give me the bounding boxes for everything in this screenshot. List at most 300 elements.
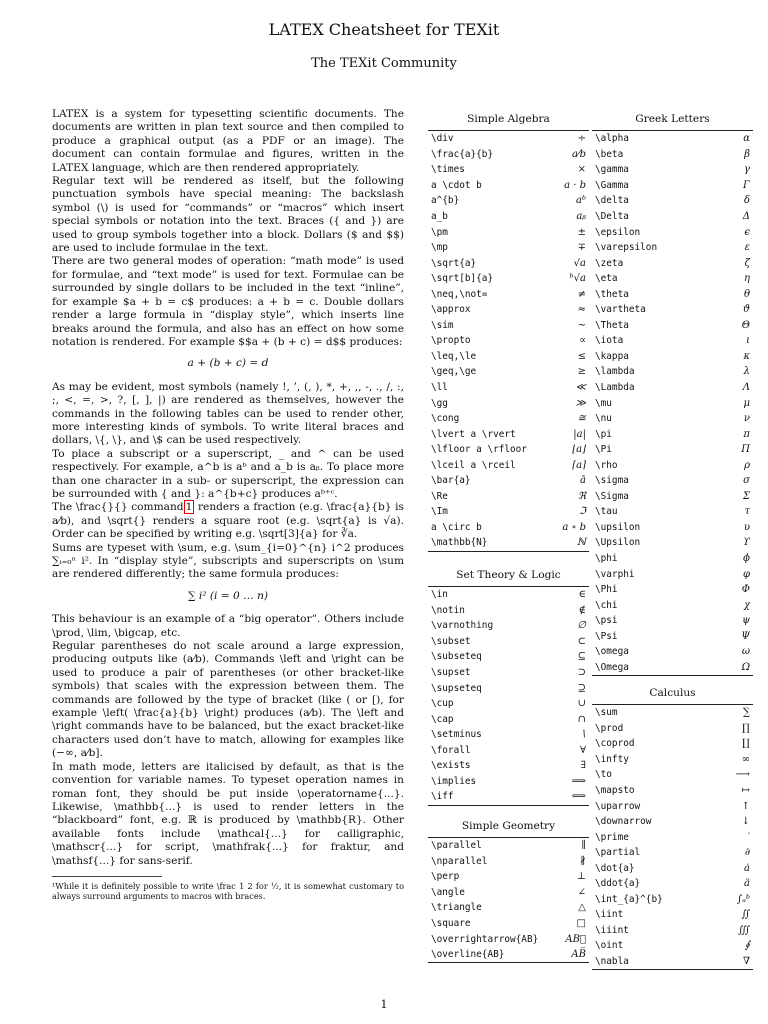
latex-command: \subseteq xyxy=(431,651,482,663)
latex-command: \alpha xyxy=(595,133,629,145)
rendered-symbol: ≫ xyxy=(575,397,586,409)
table-row xyxy=(592,426,753,442)
rendered-symbol: Φ xyxy=(741,584,750,596)
latex-command: \prime xyxy=(595,831,629,843)
table-row xyxy=(428,634,589,650)
table-row xyxy=(428,286,589,302)
table-row xyxy=(428,178,589,194)
rendered-symbol: △ xyxy=(578,902,586,914)
table-row xyxy=(428,395,589,411)
table-row xyxy=(592,798,753,814)
table-greek-letters xyxy=(592,113,753,676)
rendered-symbol: ↦ xyxy=(741,785,750,796)
rendered-symbol: ∼ xyxy=(577,319,586,331)
table-row xyxy=(592,349,753,365)
latex-command: \iiint xyxy=(595,924,629,936)
footnote-divider xyxy=(52,876,162,877)
latex-command: \eta xyxy=(595,273,618,285)
latex-command: \psi xyxy=(595,615,618,627)
latex-command: \vartheta xyxy=(595,304,646,316)
table-row xyxy=(428,587,589,603)
rendered-symbol: η xyxy=(744,273,750,285)
rendered-symbol: τ xyxy=(744,506,750,518)
rendered-symbol: ∑ xyxy=(742,707,750,719)
rendered-symbol: ≤ xyxy=(577,350,586,362)
latex-command: \mp xyxy=(431,242,448,254)
rendered-symbol: σ xyxy=(743,475,750,487)
table-row xyxy=(428,442,589,458)
latex-command: \perp xyxy=(431,871,460,883)
latex-command: \upsilon xyxy=(595,521,641,533)
table-row xyxy=(592,566,753,582)
paragraph-continued: renders a fraction (e.g. \frac{a}{b} is a⁄b), and \sqrt{} renders a square root (e.g. \sqrt{a} is √a). Order can be specified by writing e.g. \sqrt[3]{a} for ∛a. xyxy=(52,501,404,541)
rendered-symbol: |a| xyxy=(573,428,586,440)
latex-command: \downarrow xyxy=(595,816,652,828)
rendered-symbol: ⟺ xyxy=(571,791,586,803)
table-row xyxy=(592,923,753,939)
latex-command: \geq,\ge xyxy=(431,366,477,378)
document-author: The TEXit Community xyxy=(311,56,457,71)
rendered-symbol: ⊂ xyxy=(577,635,586,647)
latex-command: \lceil a \rceil xyxy=(431,459,516,471)
rendered-symbol: ϕ xyxy=(743,553,750,565)
latex-command: \subset xyxy=(431,635,471,647)
latex-command: \iff xyxy=(431,791,454,803)
table-row xyxy=(592,147,753,163)
latex-command: \sqrt{a} xyxy=(431,257,477,269)
table-row xyxy=(592,705,753,721)
rendered-symbol: AB⃗ xyxy=(565,933,586,945)
rendered-symbol: Λ xyxy=(742,382,750,394)
latex-command: \Psi xyxy=(595,630,618,642)
rendered-symbol: ȧ xyxy=(744,862,750,874)
table-row xyxy=(592,938,753,954)
rendered-symbol: ℜ xyxy=(577,490,586,502)
paragraph: In math mode, letters are italicised by default, as that is the convention for variable names. To typeset operation names in roman font, they should be put inside \operatorname{...}. Likewise, \mathbb{...} is used to render letters in the “blackboard” font, e.g. ℝ is produced by \mathbb{R}. Other available fonts include \mathcal{...} for calligraphic, \mathscr{...} for script, \mathfrak{...} for fraktur, and \mathsf{...} for sans-serif. xyxy=(52,760,404,867)
table-row xyxy=(428,193,589,209)
rendered-symbol: ∫ₐᵇ xyxy=(737,893,750,905)
rendered-symbol: ι xyxy=(746,335,750,347)
latex-command: \sqrt[b]{a} xyxy=(431,273,494,285)
latex-command: \gg xyxy=(431,397,448,409)
rendered-symbol: Π xyxy=(741,444,750,456)
rendered-symbol: ψ xyxy=(742,615,750,627)
table-row xyxy=(592,551,753,567)
table-caption: Simple Geometry xyxy=(461,820,556,832)
table-row xyxy=(428,789,589,805)
latex-command: \leq,\le xyxy=(431,350,477,362)
table-row xyxy=(592,302,753,318)
rendered-symbol: β xyxy=(744,148,750,160)
table-row xyxy=(428,426,589,442)
latex-command: \Gamma xyxy=(595,179,629,191)
table-row xyxy=(592,752,753,768)
table-row xyxy=(592,162,753,178)
table-row xyxy=(428,411,589,427)
latex-command: \angle xyxy=(431,886,465,898)
rendered-symbol: Ω xyxy=(741,661,750,673)
table-row xyxy=(592,224,753,240)
footnote: ¹While it is definitely possible to write \frac 1 2 for ½, it is somewhat customary to always surround arguments to macros with braces. xyxy=(52,880,404,901)
latex-command: \sigma xyxy=(595,475,629,487)
table-row xyxy=(592,131,753,147)
latex-command: \setminus xyxy=(431,729,482,741)
table-row xyxy=(428,665,589,681)
table-rows xyxy=(592,130,753,676)
table-row xyxy=(428,255,589,271)
rendered-symbol: ℕ xyxy=(576,537,586,549)
latex-command: \Lambda xyxy=(595,382,635,394)
paragraph: This behaviour is an example of a “big operator”. Others include \prod, \lim, \bigcap, etc. xyxy=(52,613,404,639)
table-row xyxy=(592,240,753,256)
table-row xyxy=(592,613,753,629)
latex-command: \tau xyxy=(595,506,618,518)
table-row xyxy=(428,302,589,318)
latex-command: \approx xyxy=(431,304,471,316)
rendered-symbol: ≈ xyxy=(577,304,586,316)
table-calculus xyxy=(592,687,753,970)
table-row xyxy=(428,271,589,287)
rendered-symbol: Θ xyxy=(741,319,750,331)
latex-command: \varphi xyxy=(595,568,635,580)
rendered-symbol: ⊆ xyxy=(577,651,586,663)
table-row xyxy=(592,457,753,473)
latex-command: \cong xyxy=(431,413,460,425)
latex-command: \Sigma xyxy=(595,490,629,502)
rendered-symbol: ä xyxy=(744,878,750,890)
table-rows xyxy=(428,586,589,806)
rendered-symbol: ∮ xyxy=(744,940,750,952)
latex-command: \zeta xyxy=(595,257,624,269)
rendered-symbol: χ xyxy=(743,599,750,611)
rendered-symbol: ∥ xyxy=(581,840,586,852)
latex-command: \prod xyxy=(595,722,624,734)
table-row xyxy=(592,473,753,489)
latex-command: \iint xyxy=(595,909,624,921)
rendered-symbol: ∏ xyxy=(742,722,750,734)
latex-command: \exists xyxy=(431,760,471,772)
latex-command: \neq,\not= xyxy=(431,288,488,300)
rendered-symbol: ∂ xyxy=(744,847,750,859)
latex-command: \mu xyxy=(595,397,612,409)
rendered-symbol: ⟶ xyxy=(735,769,750,781)
table-row xyxy=(592,318,753,334)
latex-command: \sum xyxy=(595,707,618,719)
rendered-symbol: ∝ xyxy=(579,335,586,347)
rendered-symbol: θ xyxy=(743,288,750,300)
table-caption: Simple Algebra xyxy=(467,113,550,125)
latex-command: \ddot{a} xyxy=(595,878,641,890)
table-row xyxy=(592,860,753,876)
latex-command: \cap xyxy=(431,713,454,725)
latex-command: \oint xyxy=(595,940,624,952)
latex-command: \supset xyxy=(431,667,471,678)
rendered-symbol: × xyxy=(577,164,586,176)
rendered-symbol: κ xyxy=(743,350,750,362)
table-row xyxy=(428,535,589,551)
rendered-symbol: ∦ xyxy=(579,855,586,867)
table-row xyxy=(428,931,589,947)
latex-command: \iota xyxy=(595,335,624,347)
latex-command: a \cdot b xyxy=(431,179,482,191)
page-number: 1 xyxy=(380,998,388,1011)
latex-command: \coprod xyxy=(595,738,635,750)
rendered-symbol: ⊥ xyxy=(576,871,586,883)
rendered-symbol: ± xyxy=(577,226,586,238)
table-row xyxy=(428,162,589,178)
table-row xyxy=(592,597,753,613)
latex-command: \frac{a}{b} xyxy=(431,148,494,160)
rendered-symbol: ≥ xyxy=(577,366,586,378)
document-title: LATEX Cheatsheet for TEXit xyxy=(268,20,500,39)
table-row xyxy=(592,660,753,676)
rendered-symbol: ⊇ xyxy=(577,682,586,694)
table-row xyxy=(592,504,753,520)
latex-command: \notin xyxy=(431,604,465,616)
table-row xyxy=(428,649,589,665)
latex-command: \sim xyxy=(431,319,454,331)
table-row xyxy=(428,885,589,901)
rendered-symbol: ↑ xyxy=(741,800,750,812)
latex-command: \mapsto xyxy=(595,785,635,796)
latex-command: \gamma xyxy=(595,164,629,176)
rendered-symbol: ⌊a⌋ xyxy=(572,444,586,456)
frac-command-text: The \frac{}{} command xyxy=(52,501,184,514)
rendered-symbol: ⌈a⌉ xyxy=(572,459,586,471)
table-row xyxy=(428,473,589,489)
paragraph: LATEX is a system for typesetting scientific documents. The documents are written in plan text source and then compiled to produce a graphical output (as a PDF or an image). The document can contain formulae and figures, written in the LATEX language, which are then rendered appropriately. xyxy=(52,108,404,174)
table-set-theory xyxy=(428,569,589,806)
latex-command: \infty xyxy=(595,753,629,765)
table-row xyxy=(592,364,753,380)
rendered-symbol: ∠ xyxy=(577,886,586,898)
table-row xyxy=(428,603,589,619)
table-row xyxy=(592,380,753,396)
rendered-symbol: aᵦ xyxy=(576,211,586,222)
rendered-symbol: ∈ xyxy=(578,589,586,601)
latex-command: \Upsilon xyxy=(595,537,641,549)
latex-command: \kappa xyxy=(595,350,629,362)
latex-command: \div xyxy=(431,133,454,145)
latex-command: \varepsilon xyxy=(595,242,658,254)
paragraph: There are two general modes of operation: “math mode” is used for formulae, and “text mode” is used for text. Formulae can be surrounded by single dollars to be included in the text “inline”, for example $a + b = c$ produces: a + b = c. Double dollars render a large formula in “display style”, which inserts line breaks around the formula, and also has an effect on how some notation is rendered. For example $$a + (b + c) = d$$ produces: xyxy=(52,255,404,348)
latex-command: \to xyxy=(595,769,612,781)
table-row xyxy=(428,900,589,916)
rendered-symbol: λ xyxy=(743,366,750,378)
table-row xyxy=(592,442,753,458)
rendered-symbol: Δ xyxy=(742,211,750,222)
latex-command: \Phi xyxy=(595,584,618,596)
table-row xyxy=(592,489,753,505)
rendered-symbol: ≅ xyxy=(577,413,586,425)
latex-command: \in xyxy=(431,589,448,601)
rendered-symbol: ā xyxy=(580,475,586,487)
rendered-symbol: ω xyxy=(741,646,750,658)
latex-command: \ll xyxy=(431,382,448,394)
latex-command: \triangle xyxy=(431,902,482,914)
intro-text xyxy=(52,108,404,901)
latex-command: \overline{AB} xyxy=(431,949,505,961)
table-row xyxy=(428,520,589,536)
table-row xyxy=(592,520,753,536)
latex-command: \omega xyxy=(595,646,629,658)
rendered-symbol: √a xyxy=(573,257,586,269)
table-row xyxy=(592,286,753,302)
rendered-symbol: a · b xyxy=(564,179,586,191)
table-row xyxy=(428,696,589,712)
rendered-symbol: ∇ xyxy=(743,956,750,968)
latex-command: \Delta xyxy=(595,211,629,222)
rendered-symbol: AB̅ xyxy=(571,949,586,961)
table-row xyxy=(428,209,589,225)
latex-command: \int_{a}^{b} xyxy=(595,893,663,905)
latex-command: \partial xyxy=(595,847,641,859)
rendered-symbol: ε xyxy=(744,242,750,254)
latex-command: \uparrow xyxy=(595,800,641,812)
table-row xyxy=(428,869,589,885)
table-caption: Greek Letters xyxy=(635,113,710,125)
latex-command: \forall xyxy=(431,744,471,756)
rendered-symbol: ζ xyxy=(744,257,750,269)
table-simple-algebra xyxy=(428,113,589,552)
table-row xyxy=(428,618,589,634)
latex-command: \bar{a} xyxy=(431,475,471,487)
table-row xyxy=(592,395,753,411)
table-row xyxy=(428,838,589,854)
rendered-symbol: ϒ xyxy=(743,537,750,549)
table-rows xyxy=(428,837,589,963)
latex-command: \theta xyxy=(595,288,629,300)
latex-command: \pi xyxy=(595,428,612,440)
latex-command: \implies xyxy=(431,775,477,787)
table-row xyxy=(428,333,589,349)
rendered-symbol: ∐ xyxy=(742,738,750,750)
table-row xyxy=(592,767,753,783)
table-row xyxy=(592,411,753,427)
rendered-symbol: δ xyxy=(743,195,750,207)
rendered-symbol: ∞ xyxy=(741,753,750,765)
latex-command: a_b xyxy=(431,211,448,222)
table-row xyxy=(592,629,753,645)
latex-command: \Im xyxy=(431,506,448,518)
rendered-symbol: ∩ xyxy=(577,713,586,725)
latex-command: \propto xyxy=(431,335,471,347)
table-row xyxy=(592,535,753,551)
latex-command: \phi xyxy=(595,553,618,565)
table-row xyxy=(592,721,753,737)
table-row xyxy=(428,727,589,743)
rendered-symbol: ∬ xyxy=(741,909,750,921)
rendered-symbol: ∅ xyxy=(577,620,586,632)
latex-command: a^{b} xyxy=(431,195,460,207)
rendered-symbol: ℑ xyxy=(579,506,586,518)
latex-command: \nabla xyxy=(595,956,629,968)
rendered-symbol: ∃ xyxy=(580,760,586,772)
latex-command: a \circ b xyxy=(431,521,482,533)
table-row xyxy=(592,829,753,845)
rendered-symbol: ≠ xyxy=(577,288,586,300)
rendered-symbol: α xyxy=(743,133,750,145)
latex-command: \mathbb{N} xyxy=(431,537,488,549)
table-row xyxy=(428,349,589,365)
paragraph xyxy=(52,501,404,541)
table-simple-geometry xyxy=(428,820,589,963)
rendered-symbol: ∀ xyxy=(579,744,586,756)
latex-command: \Theta xyxy=(595,319,629,331)
table-row xyxy=(428,758,589,774)
footnote-link[interactable]: 1 xyxy=(185,501,193,514)
rendered-symbol: ↓ xyxy=(741,816,750,828)
rendered-symbol: ν xyxy=(743,413,750,425)
table-caption: Set Theory & Logic xyxy=(456,569,561,581)
rendered-symbol: ∉ xyxy=(578,604,586,616)
table-row xyxy=(428,742,589,758)
table-row xyxy=(592,845,753,861)
rendered-symbol: □ xyxy=(576,918,586,929)
table-row xyxy=(592,193,753,209)
table-row xyxy=(428,240,589,256)
latex-command: \varnothing xyxy=(431,620,494,632)
table-row xyxy=(592,582,753,598)
latex-command: \chi xyxy=(595,599,618,611)
table-row xyxy=(592,736,753,752)
table-row xyxy=(428,947,589,963)
table-row xyxy=(428,364,589,380)
rendered-symbol: ϑ xyxy=(742,304,750,316)
display-formula: a + (b + c) = d xyxy=(187,357,269,370)
latex-command: \delta xyxy=(595,195,629,207)
table-row xyxy=(428,318,589,334)
table-row xyxy=(428,774,589,790)
table-row xyxy=(592,209,753,225)
rendered-symbol: Σ xyxy=(742,490,750,502)
table-row xyxy=(428,504,589,520)
rendered-symbol: ÷ xyxy=(577,133,586,145)
latex-command: \times xyxy=(431,164,465,176)
paragraph: Regular parentheses do not scale around a large expression, producing outputs like (a⁄b). Commands \left and \right can be used to produce a pair of parentheses (or other bracket-like symbols) that scales with the expression between them. The commands are followed by the type of bracket (like ( or [), for example \left( \frac{a}{b} \right) produces (a⁄b). The \left and \right commands have to be balanced, but the exact bracket-like characters used don’t have to match, allowing for examples like (−∞, a⁄b]. xyxy=(52,640,404,760)
latex-command: \pm xyxy=(431,226,448,238)
rendered-symbol: ρ xyxy=(744,459,750,471)
rendered-symbol: ≪ xyxy=(575,382,586,394)
latex-command: \nparallel xyxy=(431,855,488,867)
table-row xyxy=(428,711,589,727)
latex-command: \lfloor a \rfloor xyxy=(431,444,527,456)
latex-command: \cup xyxy=(431,698,454,710)
latex-command: \lvert a \rvert xyxy=(431,428,516,440)
display-formula: ∑ i² (i = 0 … n) xyxy=(187,589,269,602)
table-row xyxy=(592,876,753,892)
table-row xyxy=(592,783,753,799)
table-row xyxy=(592,178,753,194)
rendered-symbol: υ xyxy=(743,521,750,533)
table-row xyxy=(592,954,753,970)
rendered-symbol: ′ xyxy=(747,831,750,843)
latex-command: \Re xyxy=(431,490,448,502)
table-row xyxy=(428,854,589,870)
table-row xyxy=(592,271,753,287)
table-row xyxy=(592,814,753,830)
latex-command: \beta xyxy=(595,148,624,160)
table-row xyxy=(428,131,589,147)
latex-command: \nu xyxy=(595,413,612,425)
latex-command: \Omega xyxy=(595,661,629,673)
table-row xyxy=(592,255,753,271)
rendered-symbol: Γ xyxy=(743,179,750,191)
paragraph: As may be evident, most symbols (namely !, ’, (, ), *, +, ,, -, ., /, :, ;, <, =, >, ?, [, ], |) are rendered as themselves, however the commands in the following tables can be used to render other, more interesting kinds of symbols. To write literal braces and dollars, \{, \}, and \$ can be used respectively. xyxy=(52,380,404,447)
latex-command: \parallel xyxy=(431,840,482,852)
rendered-symbol: μ xyxy=(743,397,750,409)
table-rows xyxy=(592,704,753,970)
